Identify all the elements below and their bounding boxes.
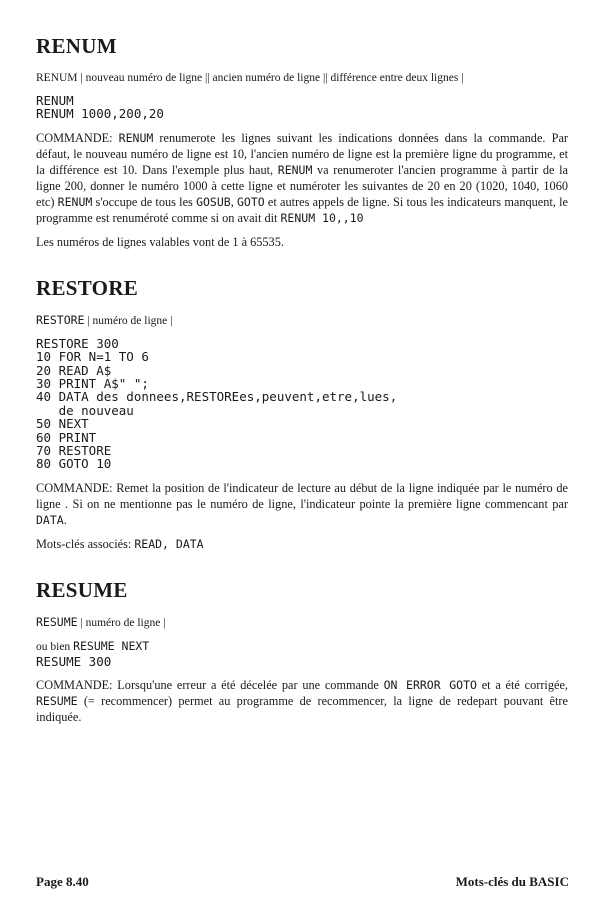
description-text: et autres appels de ligne. Si tous les indicateurs manquent, le programme est renuméroté comme si on avait dit — [36, 194, 568, 225]
code-line: 40 DATA des donnees,RESTOREes,peuvent,etre,lues, — [36, 389, 398, 405]
code-line: 70 RESTORE — [36, 443, 112, 459]
syntax-arguments: | numéro de ligne | — [80, 616, 166, 629]
description — [36, 677, 568, 725]
section-resume — [36, 578, 568, 725]
description-text: s'occupe de tous les — [92, 194, 197, 209]
section-title: RESTORE — [36, 275, 139, 300]
code-line: 50 NEXT — [36, 416, 89, 432]
description — [36, 480, 568, 528]
code-line: RENUM 1000,200,20 — [36, 106, 164, 122]
code-example — [36, 94, 568, 121]
related-list: READ, DATA — [134, 536, 204, 551]
description-text: Remet la position de l'indicateur de lecture au début de la ligne indiquée par le numéro de ligne . Si on ne mentionne pas le numéro de ligne, l'indicateur pointe la première ligne commencant par — [36, 480, 568, 511]
note: Les numéros de lignes valables vont de 1 à 65535. — [36, 234, 284, 249]
inline-keyword: RENUM 10,,10 — [280, 210, 364, 225]
description-text: . — [63, 512, 67, 527]
description-text: Lorsqu'une erreur a été décelée par une commande — [117, 678, 384, 693]
description-text: , — [230, 194, 237, 209]
code-line: 30 PRINT A$" "; — [36, 376, 149, 392]
description-text: et a été corrigée, — [476, 678, 568, 693]
related-keywords — [36, 536, 568, 552]
section-title: RESUME — [36, 577, 128, 602]
description-text: (= recommencer) permet au programme de recommencer, la ligne de redepart pouvant être indiquée. — [36, 694, 568, 725]
inline-keyword: DATA — [36, 512, 64, 527]
code-line: 20 READ A$ — [36, 362, 112, 378]
description-label: COMMANDE: — [36, 480, 113, 495]
chapter-title: Mots-clés du BASIC — [455, 874, 569, 889]
section-restore — [36, 276, 568, 552]
description-label: COMMANDE: — [36, 130, 113, 145]
code-example: RESUME 300 — [36, 653, 112, 669]
inline-keyword: RENUM — [277, 162, 313, 177]
page-number: Page 8.40 — [36, 874, 89, 889]
document-page — [36, 34, 568, 751]
related-label: Mots-clés associés: — [36, 536, 135, 551]
page-footer — [36, 874, 569, 890]
section-title: RENUM — [36, 34, 117, 58]
description-label: COMMANDE: — [36, 678, 113, 693]
alternate-prefix: ou bien — [36, 640, 74, 653]
description-text: va renumeroter l'ancien programme à partir de la ligne 200, donner le numéro 1000 à cette ligne et numéroter les suivantes de 20 en 20 (1020, 1040, 1060 etc) — [36, 162, 568, 209]
code-line: 60 PRINT — [36, 429, 97, 445]
inline-keyword: RESUME — [36, 694, 78, 709]
code-listing — [36, 337, 568, 471]
code-line: RESTORE 300 — [36, 335, 119, 351]
code-line: 10 FOR N=1 TO 6 — [36, 349, 149, 365]
alternate-keyword: RESUME NEXT — [73, 638, 150, 653]
description — [36, 130, 568, 226]
inline-keyword: RENUM — [118, 130, 154, 145]
code-line: 80 GOTO 10 — [36, 456, 112, 472]
syntax-keyword: RESTORE — [36, 312, 85, 327]
syntax-line — [36, 313, 568, 329]
section-renum — [36, 34, 568, 250]
inline-keyword: ON ERROR GOTO — [383, 678, 477, 693]
syntax-line — [36, 615, 568, 631]
syntax-line: RENUM | nouveau numéro de ligne || ancien numéro de ligne || différence entre deux lignes | — [36, 72, 464, 84]
syntax-keyword: RESUME — [36, 614, 78, 629]
inline-keyword: GOTO — [237, 194, 265, 209]
inline-keyword: RENUM — [57, 194, 93, 209]
alternate-syntax — [36, 639, 568, 655]
syntax-arguments: | numéro de ligne | — [87, 314, 173, 327]
description-text: renumerote les lignes suivant les indications données dans la commande. Par défaut, le nouveau numéro de ligne est 10, l'ancien numéro de ligne est la première ligne du programme, et la différence est 10. Dans l'exemple plus haut, — [36, 130, 569, 177]
code-line: de nouveau — [36, 402, 134, 418]
code-line: RENUM — [36, 93, 74, 108]
inline-keyword: GOSUB — [196, 194, 231, 209]
